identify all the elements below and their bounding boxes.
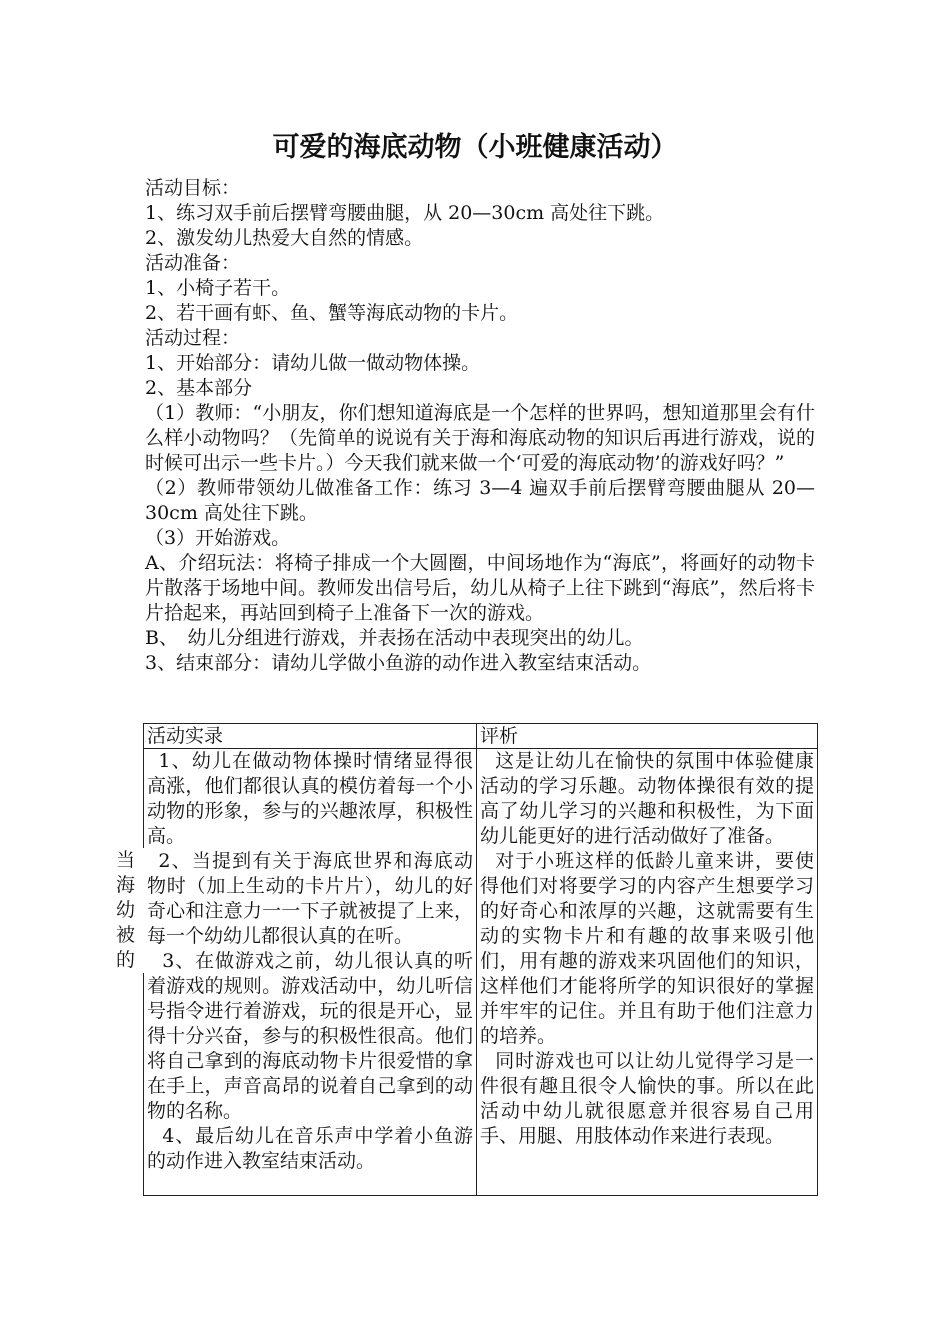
record-paragraph-1: 1、幼儿在做动物体操时情绪显得很高涨，他们都很认真的模仿着每一个小动物的形象，参与的兴趣浓厚，积极性高。 [147,750,473,847]
process-paragraph-4: A、介绍玩法：将椅子排成一个大圆圈，中间场地作为“海底”，将画好的动物卡片散落于场地中间。教师发出信号后，幼儿从椅子上往下跳到“海底”，然后将卡片拾起来，再站回到椅子上准备下一次的游戏。 [145,552,815,624]
analysis-paragraph-2: 对于小班这样的低龄儿童来讲，要使得他们对将要学习的内容产生想要学习的好奇心和浓厚的兴趣，这就需要有生动的实物卡片和有趣的故事来吸引他们，用有趣的游戏来巩固他们的知识，这样他们才能将所学的知识很好的掌握并牢牢的记住。并且有助于他们注意力的培养。 [480,850,814,1047]
analysis-paragraph-3: 同时游戏也可以让幼儿觉得学习是一件很有趣且很令人愉快的事。所以在此活动中幼儿就很愿意并很容易自己用手、用腿、用肢体动作来进行表现。 [480,1050,814,1147]
document-body [145,176,815,676]
margin-overflow-text: 当 海 幼 被 的 [116,848,146,973]
record-table [143,723,818,1196]
goal-item-1: 1、练习双手前后摆臂弯腰曲腿，从 20—30cm 高处往下跳。 [145,202,665,224]
table-header-record: 活动实录 [144,724,477,749]
process-paragraph-3: （3）开始游戏。 [145,527,291,549]
preparation-item-1: 1、小椅子若干。 [145,277,291,299]
analysis-cell [477,749,818,1196]
table-row [144,749,818,1196]
process-paragraph-5: B、 幼儿分组进行游戏，并表扬在活动中表现突出的幼儿。 [145,627,644,649]
process-item-1: 1、开始部分：请幼儿做一做动物体操。 [145,352,481,374]
section-heading-preparation: 活动准备： [145,252,241,274]
process-paragraph-1: （1）教师：“小朋友，你们想知道海底是一个怎样的世界吗，想知道那里会有什么样小动物吗？（先简单的说说有关于海和海底动物的知识后再进行游戏，说的时候可出示一些卡片。）今天我们就来做一个‘可爱的海底动物’的游戏好吗？” [145,402,815,474]
document-title: 可爱的海底动物（小班健康活动） [272,132,678,163]
record-paragraph-2: 2、当提到有关于海底世界和海底动物时（加上生动的卡片片），幼儿的好奇心和注意力一一下子就被提了上来，每一个幼幼儿都很认真的在听。 [147,850,473,947]
preparation-item-2: 2、若干画有虾、鱼、蟹等海底动物的卡片。 [145,302,519,324]
section-heading-process: 活动过程： [145,327,241,349]
process-paragraph-6: 3、结束部分：请幼儿学做小鱼游的动作进入教室结束活动。 [145,652,652,674]
table-header-analysis: 评析 [477,724,818,749]
analysis-paragraph-1: 这是让幼儿在愉快的氛围中体验健康活动的学习乐趣。动物体操很有效的提高了幼儿学习的兴趣和积极性，为下面幼儿能更好的进行活动做好了准备。 [480,750,814,847]
section-heading-goals: 活动目标： [145,177,241,199]
record-paragraph-3: 3、在做游戏之前，幼儿很认真的听着游戏的规则。游戏活动中，幼儿听信号指令进行着游戏，玩的很是开心，显得十分兴奋，参与的积极性很高。他们将自己拿到的海底动物卡片很爱惜的拿在手上，声音高昂的说着自己拿到的动物的名称。 [147,950,473,1122]
goal-item-2: 2、激发幼儿热爱大自然的情感。 [145,227,424,249]
record-cell [144,749,477,1196]
process-item-2: 2、基本部分 [145,377,253,399]
process-paragraph-2: （2）教师带领幼儿做准备工作：练习 3—4 遍双手前后摆臂弯腰曲腿从 20—30cm 高处往下跳。 [145,477,815,524]
record-paragraph-4: 4、最后幼儿在音乐声中学着小鱼游的动作进入教室结束活动。 [147,1125,473,1172]
table-header-row [144,724,818,749]
